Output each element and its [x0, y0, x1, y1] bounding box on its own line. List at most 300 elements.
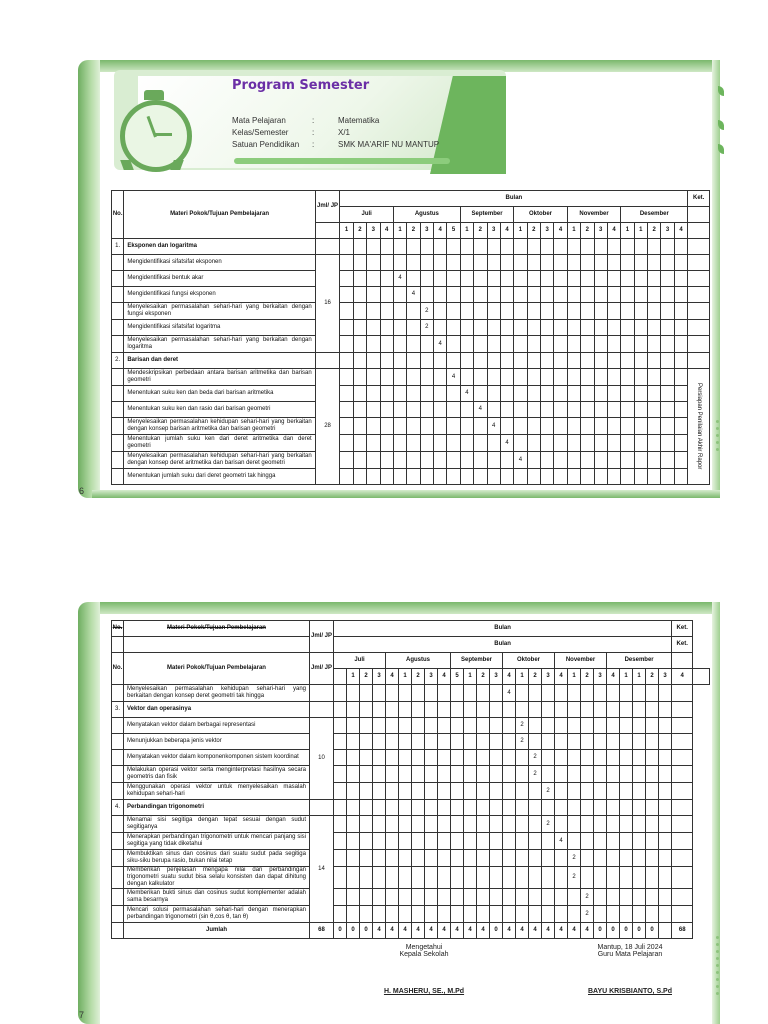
week-cell	[633, 906, 646, 923]
week-cell	[514, 303, 527, 320]
week-cell	[659, 816, 672, 833]
week-header: 2	[412, 669, 425, 685]
week-cell	[594, 850, 607, 867]
week-header: 4	[607, 223, 620, 239]
week-cell	[527, 336, 540, 353]
week-cell	[594, 255, 607, 271]
week-cell	[648, 303, 661, 320]
week-cell	[412, 800, 425, 816]
week-cell	[340, 469, 353, 485]
section-row	[112, 800, 710, 816]
week-cell	[367, 386, 380, 402]
hours-cell: 4	[460, 386, 473, 402]
week-cell	[555, 685, 568, 702]
week-cell	[516, 889, 529, 906]
table-row	[112, 418, 710, 435]
objective-text: Melakukan operasi vektor serta menginterpretasi hasilnya secara geometris dan fisik	[124, 766, 310, 783]
week-cell	[620, 766, 633, 783]
week-cell	[554, 452, 567, 469]
week-cell	[412, 750, 425, 766]
week-cell	[373, 734, 386, 750]
row-number: 4.	[112, 800, 124, 816]
week-cell	[447, 402, 460, 418]
week-cell	[529, 783, 542, 800]
week-cell	[567, 386, 580, 402]
week-cell	[412, 702, 425, 718]
week-cell	[620, 734, 633, 750]
week-cell	[460, 336, 473, 353]
week-cell	[674, 435, 688, 452]
week-cell	[581, 469, 594, 485]
week-cell	[607, 303, 620, 320]
jml-value: 28	[315, 369, 340, 485]
week-header: 3	[542, 669, 555, 685]
week-cell	[607, 402, 620, 418]
week-cell	[555, 702, 568, 718]
page-frame-top	[92, 602, 720, 614]
table-row	[112, 766, 710, 783]
week-cell	[360, 867, 373, 889]
week-cell	[474, 435, 487, 452]
row-number	[112, 336, 124, 353]
week-cell	[334, 850, 347, 867]
week-cell	[621, 303, 634, 320]
week-cell	[425, 783, 438, 800]
week-cell	[527, 369, 540, 386]
col-ket-header: Ket.	[688, 191, 710, 207]
week-cell	[438, 734, 451, 750]
week-cell	[451, 685, 464, 702]
spacer-cell	[124, 637, 310, 653]
week-cell	[594, 336, 607, 353]
ket-blank	[672, 766, 693, 783]
week-cell	[347, 718, 360, 734]
objective-text: Menyelesaikan permasalahan kehidupan sehari-hari yang berkaitan dengan konsep barisan aritmetika dan barisan geometri	[124, 418, 315, 435]
week-cell	[447, 271, 460, 287]
week-cell	[407, 320, 420, 336]
hours-cell: 2	[581, 906, 594, 923]
col-ket-header: Ket.	[672, 621, 693, 637]
week-cell	[514, 435, 527, 452]
week-cell	[412, 783, 425, 800]
ket-blank	[672, 800, 693, 816]
week-cell	[464, 850, 477, 867]
week-cell	[581, 287, 594, 303]
week-cell	[490, 833, 503, 850]
week-cell	[340, 271, 353, 287]
week-cell	[648, 271, 661, 287]
week-cell	[514, 353, 527, 369]
week-cell	[542, 906, 555, 923]
week-cell	[407, 239, 420, 255]
week-cell	[420, 452, 433, 469]
week-cell	[527, 435, 540, 452]
row-number	[112, 303, 124, 320]
week-cell	[412, 906, 425, 923]
week-cell	[554, 255, 567, 271]
signature-right-line1: Mantup, 18 Juli 2024	[597, 944, 663, 951]
week-cell	[490, 702, 503, 718]
week-cell	[661, 320, 674, 336]
col-bulan-header: Bulan	[340, 191, 688, 207]
week-cell	[464, 783, 477, 800]
hours-cell: 2	[420, 320, 433, 336]
week-cell	[447, 386, 460, 402]
week-header: 1	[460, 223, 473, 239]
month-header: Oktober	[503, 653, 555, 669]
week-cell	[477, 889, 490, 906]
week-cell	[594, 386, 607, 402]
week-cell	[607, 783, 620, 800]
week-cell	[447, 435, 460, 452]
week-cell	[399, 867, 412, 889]
week-header: 1	[464, 669, 477, 685]
hours-cell: 2	[581, 889, 594, 906]
week-cell	[568, 889, 581, 906]
week-cell	[367, 353, 380, 369]
week-cell	[460, 239, 473, 255]
week-cell	[474, 239, 487, 255]
hours-cell: 2	[420, 303, 433, 320]
ket-blank	[688, 223, 710, 239]
objective-text: Membuktikan sinus dan cosinus dari suatu sudut pada segitiga siku-siku berupa rasio, bukan nilai tetap	[124, 850, 310, 867]
week-cell	[621, 336, 634, 353]
week-cell	[407, 418, 420, 435]
ket-blank	[688, 255, 710, 271]
week-cell	[634, 271, 647, 287]
week-cell	[451, 783, 464, 800]
week-cell	[420, 469, 433, 485]
week-cell	[607, 435, 620, 452]
week-cell	[607, 867, 620, 889]
week-cell	[399, 718, 412, 734]
week-cell	[621, 320, 634, 336]
week-cell	[393, 452, 406, 469]
month-header: Agustus	[386, 653, 451, 669]
week-cell	[607, 833, 620, 850]
week-cell	[386, 816, 399, 833]
week-cell	[438, 750, 451, 766]
objective-text: Menentukan jumlah suku ken dari deret aritmetika dan deret geometri	[124, 435, 315, 452]
week-cell	[542, 734, 555, 750]
week-cell	[386, 867, 399, 889]
week-cell	[542, 889, 555, 906]
week-cell	[529, 850, 542, 867]
row-number	[112, 469, 124, 485]
week-cell	[659, 766, 672, 783]
week-cell	[581, 800, 594, 816]
week-cell	[529, 906, 542, 923]
week-cell	[634, 435, 647, 452]
week-cell	[674, 303, 688, 320]
week-cell	[594, 402, 607, 418]
week-header: 1	[634, 223, 647, 239]
objective-text: Menyelesaikan permasalahan kehidupan sehari-hari yang berkaitan dengan konsep deret aritmetika dan barisan deret geometri	[124, 452, 315, 469]
week-cell	[353, 402, 366, 418]
total-week: 4	[425, 923, 438, 939]
week-cell	[420, 386, 433, 402]
week-cell	[373, 783, 386, 800]
week-cell	[386, 850, 399, 867]
total-week: 4	[464, 923, 477, 939]
week-cell	[633, 816, 646, 833]
week-cell	[386, 766, 399, 783]
week-cell	[407, 369, 420, 386]
week-cell	[633, 750, 646, 766]
week-cell	[367, 271, 380, 287]
week-header: 1	[399, 669, 412, 685]
week-cell	[634, 469, 647, 485]
week-cell	[490, 766, 503, 783]
week-cell	[399, 816, 412, 833]
week-cell	[420, 402, 433, 418]
row-number	[112, 287, 124, 303]
week-cell	[674, 320, 688, 336]
week-cell	[438, 800, 451, 816]
signature-right	[578, 944, 682, 958]
week-cell	[620, 833, 633, 850]
week-cell	[474, 287, 487, 303]
week-cell	[425, 800, 438, 816]
week-cell	[542, 718, 555, 734]
hours-cell: 2	[516, 718, 529, 734]
week-cell	[399, 702, 412, 718]
week-cell	[474, 452, 487, 469]
week-cell	[621, 369, 634, 386]
week-cell	[464, 718, 477, 734]
week-cell	[594, 816, 607, 833]
week-cell	[399, 685, 412, 702]
week-cell	[353, 435, 366, 452]
week-cell	[661, 369, 674, 386]
week-header: 4	[672, 669, 693, 685]
ket-blank	[688, 239, 710, 255]
week-cell	[460, 452, 473, 469]
week-header: 1	[393, 223, 406, 239]
week-cell	[500, 320, 513, 336]
week-cell	[464, 685, 477, 702]
week-header: 2	[648, 223, 661, 239]
week-cell	[516, 685, 529, 702]
week-cell	[555, 750, 568, 766]
objective-text: Mengidentifikasi sifatsifat eksponen	[124, 255, 315, 271]
hours-cell: 2	[516, 734, 529, 750]
week-cell	[407, 469, 420, 485]
total-ket: 68	[672, 923, 693, 939]
week-cell	[425, 718, 438, 734]
table-row	[112, 734, 710, 750]
week-cell	[646, 734, 659, 750]
week-cell	[634, 386, 647, 402]
col-ket-header: Ket.	[672, 637, 693, 653]
week-cell	[633, 800, 646, 816]
week-cell	[621, 353, 634, 369]
week-cell	[621, 255, 634, 271]
week-cell	[541, 402, 554, 418]
week-cell	[503, 833, 516, 850]
total-week: 4	[516, 923, 529, 939]
week-cell	[648, 336, 661, 353]
week-cell	[373, 766, 386, 783]
week-cell	[380, 435, 393, 452]
week-cell	[500, 452, 513, 469]
week-header: 1	[633, 669, 646, 685]
week-cell	[334, 734, 347, 750]
week-cell	[340, 452, 353, 469]
week-cell	[607, 685, 620, 702]
meta-value: X/1	[338, 128, 351, 137]
week-cell	[633, 783, 646, 800]
week-cell	[661, 287, 674, 303]
week-cell	[477, 734, 490, 750]
week-cell	[334, 718, 347, 734]
week-cell	[514, 271, 527, 287]
week-header: 3	[490, 669, 503, 685]
week-cell	[527, 271, 540, 287]
week-cell	[460, 271, 473, 287]
week-cell	[334, 833, 347, 850]
week-cell	[554, 271, 567, 287]
total-week: 4	[477, 923, 490, 939]
week-header: 1	[514, 223, 527, 239]
week-cell	[568, 685, 581, 702]
table-row	[112, 867, 710, 889]
week-cell	[581, 386, 594, 402]
week-cell	[661, 353, 674, 369]
week-cell	[620, 816, 633, 833]
week-cell	[620, 783, 633, 800]
week-cell	[490, 906, 503, 923]
week-cell	[367, 239, 380, 255]
week-cell	[646, 850, 659, 867]
week-cell	[620, 850, 633, 867]
week-cell	[353, 320, 366, 336]
week-cell	[487, 336, 500, 353]
week-cell	[594, 750, 607, 766]
jml-blank	[310, 800, 334, 816]
week-cell	[474, 271, 487, 287]
week-cell	[661, 336, 674, 353]
week-cell	[407, 386, 420, 402]
week-cell	[460, 369, 473, 386]
week-cell	[516, 867, 529, 889]
col-no-header: No.	[112, 191, 124, 239]
week-header: 2	[407, 223, 420, 239]
week-cell	[474, 255, 487, 271]
week-cell	[487, 303, 500, 320]
week-cell	[407, 271, 420, 287]
week-cell	[420, 435, 433, 452]
week-cell	[447, 320, 460, 336]
week-cell	[393, 303, 406, 320]
week-cell	[607, 766, 620, 783]
week-cell	[407, 255, 420, 271]
week-cell	[554, 287, 567, 303]
week-cell	[438, 685, 451, 702]
week-header: 4	[500, 223, 513, 239]
week-cell	[581, 750, 594, 766]
week-cell	[634, 336, 647, 353]
week-cell	[674, 469, 688, 485]
meta-value: SMK MA'ARIF NU MANTUP	[338, 140, 440, 149]
week-cell	[646, 833, 659, 850]
week-cell	[490, 685, 503, 702]
week-cell	[399, 783, 412, 800]
week-cell	[646, 906, 659, 923]
week-cell	[500, 369, 513, 386]
week-cell	[360, 833, 373, 850]
week-cell	[380, 320, 393, 336]
row-number: 3.	[112, 702, 124, 718]
week-cell	[425, 889, 438, 906]
week-cell	[568, 734, 581, 750]
ket-blank	[688, 287, 710, 303]
ket-blank	[672, 906, 693, 923]
week-header: 2	[581, 223, 594, 239]
col-materi-header: Materi Pokok/Tujuan Pembelajaran	[124, 191, 315, 239]
spacer-cell	[112, 923, 124, 939]
week-cell	[367, 255, 380, 271]
week-cell	[661, 271, 674, 287]
week-cell	[514, 469, 527, 485]
week-cell	[620, 800, 633, 816]
ket-blank	[672, 734, 693, 750]
week-cell	[542, 702, 555, 718]
week-cell	[659, 734, 672, 750]
total-week: 0	[620, 923, 633, 939]
week-cell	[434, 469, 447, 485]
week-cell	[674, 336, 688, 353]
week-header: 2	[527, 223, 540, 239]
week-cell	[674, 452, 688, 469]
section-title: Perbandingan trigonometri	[124, 800, 310, 816]
week-cell	[503, 850, 516, 867]
week-cell	[503, 783, 516, 800]
week-cell	[661, 402, 674, 418]
week-cell	[477, 867, 490, 889]
week-cell	[634, 287, 647, 303]
objective-text: Menyelesaikan permasalahan kehidupan sehari-hari yang berkaitan dengan konsep deret geometri tak hingga	[124, 685, 310, 702]
week-header: 2	[529, 669, 542, 685]
week-cell	[581, 867, 594, 889]
week-cell	[633, 685, 646, 702]
week-cell	[554, 336, 567, 353]
week-cell	[447, 336, 460, 353]
week-cell	[554, 386, 567, 402]
week-cell	[340, 287, 353, 303]
ket-blank	[672, 833, 693, 850]
week-cell	[412, 734, 425, 750]
total-week: 0	[360, 923, 373, 939]
week-cell	[541, 369, 554, 386]
clock-bell	[144, 90, 164, 100]
total-week: 4	[438, 923, 451, 939]
week-cell	[554, 320, 567, 336]
hours-cell: 4	[407, 287, 420, 303]
week-cell	[474, 418, 487, 435]
week-cell	[340, 255, 353, 271]
week-cell	[347, 783, 360, 800]
week-cell	[527, 287, 540, 303]
week-cell	[393, 320, 406, 336]
jml-blank	[315, 223, 340, 239]
week-cell	[567, 320, 580, 336]
week-cell	[451, 816, 464, 833]
week-cell	[503, 702, 516, 718]
week-cell	[438, 816, 451, 833]
week-header: 3	[594, 669, 607, 685]
week-cell	[542, 867, 555, 889]
